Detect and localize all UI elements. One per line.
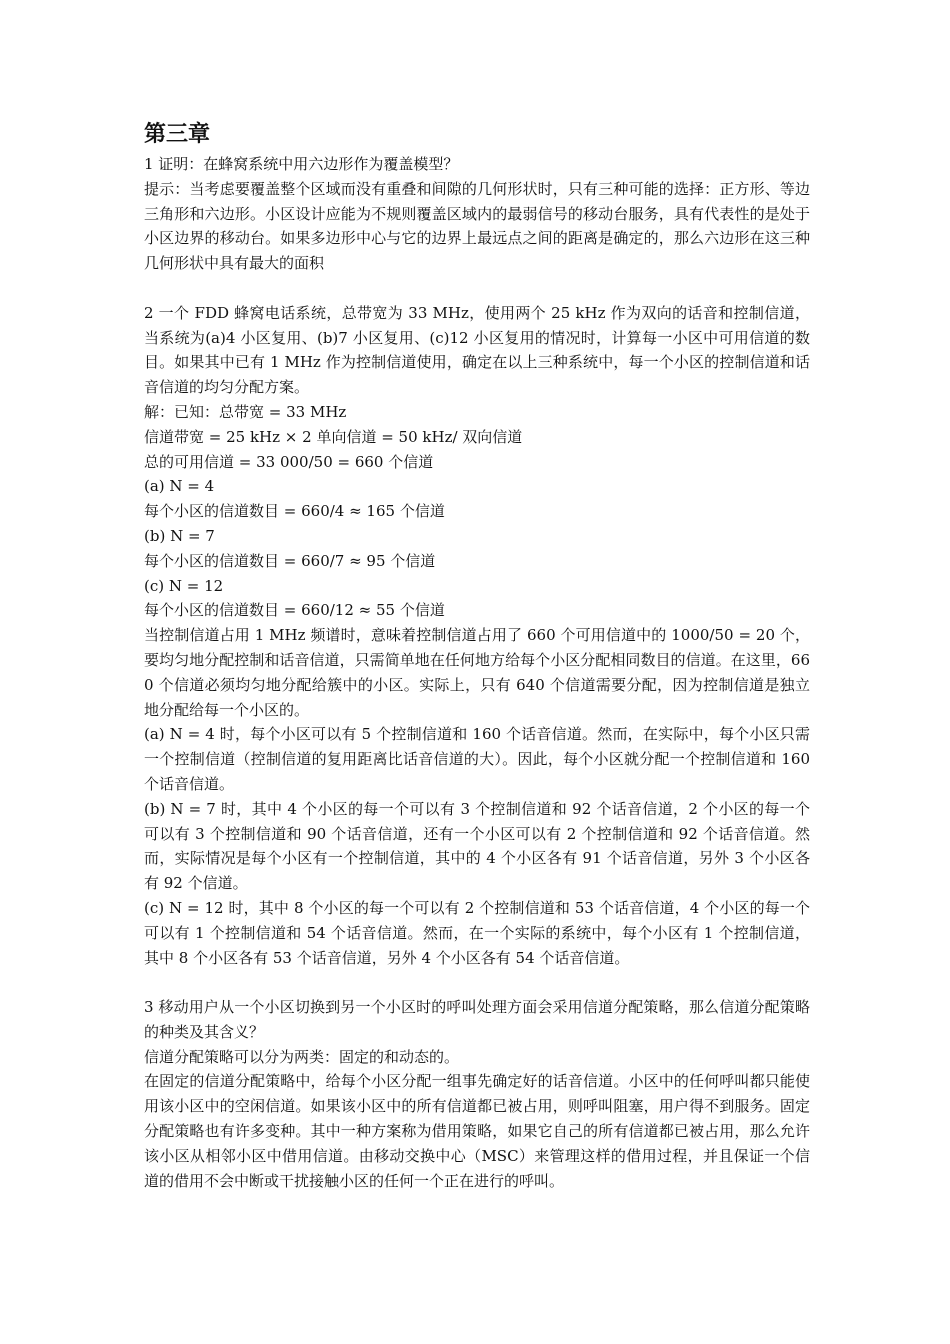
case-b-paragraph: (b) N = 7 时，其中 4 个小区的每一个可以有 3 个控制信道和 92 个话音信道，2 个小区的每一个可以有 3 个控制信道和 90 个话音信道，还有一个小区可以有 2 个控制信道和 92 个话音信道。然而，实际情况是每个小区有一个控制信道，其中的 4 个小区各有 91 个话音信道，另外 3 个小区各有 92 个信道。 — [144, 799, 810, 893]
case-c-paragraph: (c) N = 12 时，其中 8 个小区的每一个可以有 2 个控制信道和 53 个话音信道，4 个小区的每一个可以有 1 个控制信道和 54 个话音信道。然而，在一个实际的系统中，每个小区有 1 个控制信道，其中 8 个小区各有 53 个话音信道，另外 4 个小区各有 54 个话音信道。 — [144, 898, 810, 967]
solution-line: 每个小区的信道数目 = 660/4 ≈ 165 个信道 — [144, 502, 445, 521]
chapter-title: 第三章 — [144, 122, 211, 147]
document-page — [144, 118, 810, 1193]
case-a-paragraph: (a) N = 4 时，每个小区可以有 5 个控制信道和 160 个话音信道。然而，在实际中，每个小区只需一个控制信道（控制信道的复用距离比话音信道的大）。因此，每个小区就分配一个控制信道和 160 个话音信道。 — [144, 725, 810, 793]
solution-line: 每个小区的信道数目 = 660/7 ≈ 95 个信道 — [144, 551, 436, 570]
solution-line: 信道带宽 = 25 kHz × 2 单向信道 = 50 kHz/ 双向信道 — [144, 427, 523, 446]
solution-line: 总的可用信道 = 33 000/50 = 660 个信道 — [144, 452, 434, 471]
solution-line: (b) N = 7 — [144, 526, 215, 545]
question-2: 2 一个 FDD 蜂窝电话系统，总带宽为 33 MHz，使用两个 25 kHz 作为双向的话音和控制信道，当系统为(a)4 小区复用、(b)7 小区复用、(c)12 小区复用的情况时，计算每一小区中可用信道的数目。如果其中已有 1 MHz 作为控制信道使用，确定在以上三种系统中，每一个小区的控制信道和话音信道的均匀分配方案。 — [144, 303, 810, 397]
solution-line: (a) N = 4 — [144, 477, 215, 496]
solution-line: 每个小区的信道数目 = 660/12 ≈ 55 个信道 — [144, 601, 445, 620]
question-1: 1 证明：在蜂窝系统中用六边形作为覆盖模型？ — [144, 155, 459, 173]
paragraph-spacer — [144, 276, 810, 301]
paragraph-spacer — [144, 970, 810, 995]
solution-line: 解：已知：总带宽 = 33 MHz — [144, 402, 347, 421]
question-1-hint: 提示：当考虑要覆盖整个区域而没有重叠和间隙的几何形状时，只有三种可能的选择：正方形、等边三角形和六边形。小区设计应能为不规则覆盖区域内的最弱信号的移动台服务，具有代表性的是处于小区边界的移动台。如果多边形中心与它的边界上最远点之间的距离是确定的，那么六边形在这三种几何形状中具有最大的面积 — [144, 179, 810, 273]
control-channel-paragraph: 当控制信道占用 1 MHz 频谱时，意味着控制信道占用了 660 个可用信道中的 1000/50 = 20 个，要均匀地分配控制和话音信道，只需简单地在任何地方给每个小区分配相同数目的信道。在这里，660 个信道必须均匀地分配给簇中的小区。实际上，只有 640 个信道需要分配，因为控制信道是独立地分配给每一个小区的。 — [144, 626, 810, 719]
fixed-allocation-paragraph: 在固定的信道分配策略中，给每个小区分配一组事先确定好的话音信道。小区中的任何呼叫都只能使用该小区中的空闲信道。如果该小区中的所有信道都已被占用，则呼叫阻塞，用户得不到服务。固定分配策略也有许多变种。其中一种方案称为借用策略，如果它自己的所有信道都已被占用，那么允许该小区从相邻小区中借用信道。由移动交换中心（MSC）来管理这样的借用过程，并且保证一个信道的借用不会中断或干扰接触小区的任何一个正在进行的呼叫。 — [144, 1072, 810, 1190]
question-3-answer-intro: 信道分配策略可以分为两类：固定的和动态的。 — [144, 1047, 460, 1066]
solution-line: (c) N = 12 — [144, 576, 224, 595]
question-3: 3 移动用户从一个小区切换到另一个小区时的呼叫处理方面会采用信道分配策略，那么信道分配策略的种类及其含义？ — [144, 998, 810, 1041]
